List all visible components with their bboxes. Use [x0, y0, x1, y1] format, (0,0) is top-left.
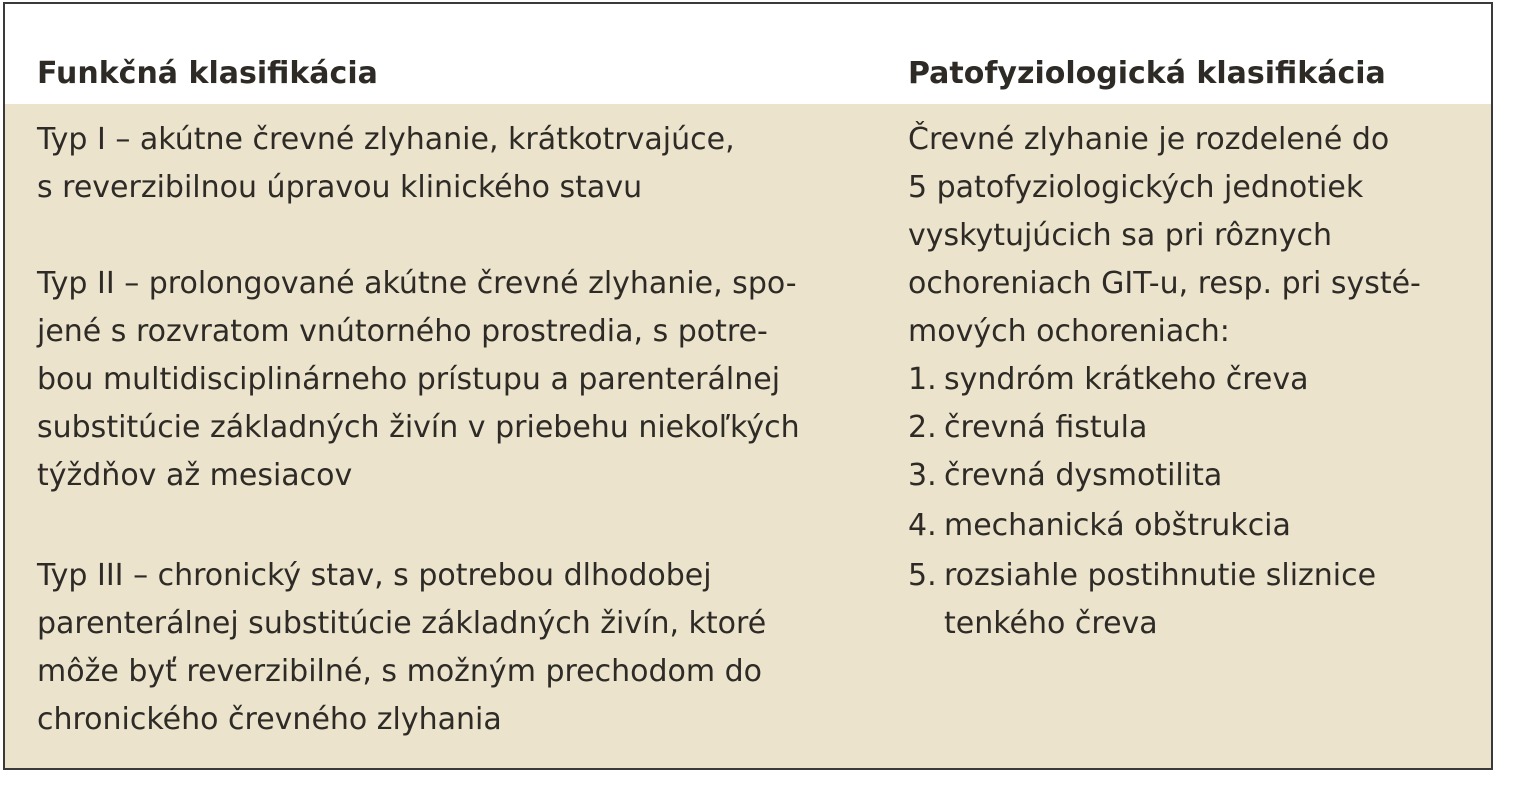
intro-line-5: mových ochoreniach: [908, 314, 1230, 349]
type3-line-3: môže byť reverzibilné, s možným prechodom do [37, 654, 763, 689]
header-pathophysiological-classification: Patofyziologická klasifikácia [908, 56, 1386, 91]
type1-line-1: Typ I – akútne črevné zlyhanie, krátkotrvajúce, [37, 122, 735, 157]
list-item-number: 5. [908, 558, 937, 593]
intro-line-1: Črevné zlyhanie je rozdelené do [908, 122, 1390, 157]
type2-line-1: Typ II – prolongované akútne črevné zlyhanie, spo- [37, 266, 797, 301]
list-item-text: črevná fistula [944, 410, 1148, 445]
intro-line-2: 5 patofyziologických jednotiek [908, 170, 1364, 205]
list-item-number: 4. [908, 508, 937, 543]
type2-line-4: substitúcie základných živín v priebehu niekoľkých [37, 410, 800, 445]
intro-line-3: vyskytujúcich sa pri rôznych [908, 218, 1333, 253]
list-item [908, 410, 1147, 446]
table-header [5, 4, 1491, 104]
intro-line-4: ochoreniach GIT-u, resp. pri systé- [908, 266, 1421, 301]
type3-line-4: chronického črevného zlyhania [37, 702, 502, 737]
classification-table [3, 2, 1493, 770]
list-item-text: syndróm krátkeho čreva [944, 362, 1309, 397]
list-item-text: mechanická obštrukcia [944, 508, 1291, 543]
type2-line-3: bou multidisciplinárneho prístupu a parenterálnej [37, 362, 781, 397]
list-item [908, 508, 1291, 544]
list-item-number: 1. [908, 362, 937, 397]
type3-line-2: parenterálnej substitúcie základných živín, ktoré [37, 606, 767, 641]
type3-line-1: Typ III – chronický stav, s potrebou dlhodobej [37, 558, 712, 593]
type1-line-2: s reverzibilnou úpravou klinického stavu [37, 170, 643, 205]
type2-line-5: týždňov až mesiacov [37, 458, 353, 493]
list-item-text: črevná dysmotilita [944, 458, 1223, 493]
list-item [908, 458, 1222, 494]
type2-line-2: jené s rozvratom vnútorného prostredia, s potre- [37, 314, 768, 349]
list-item-number: 2. [908, 410, 937, 445]
list-item [908, 558, 1376, 594]
list-item [908, 362, 1309, 398]
header-functional-classification: Funkčná klasifikácia [37, 56, 378, 91]
list-item-number: 3. [908, 458, 937, 493]
list-item-continuation: tenkého čreva [944, 606, 1158, 641]
list-item-text: rozsiahle postihnutie sliznice [944, 558, 1377, 593]
